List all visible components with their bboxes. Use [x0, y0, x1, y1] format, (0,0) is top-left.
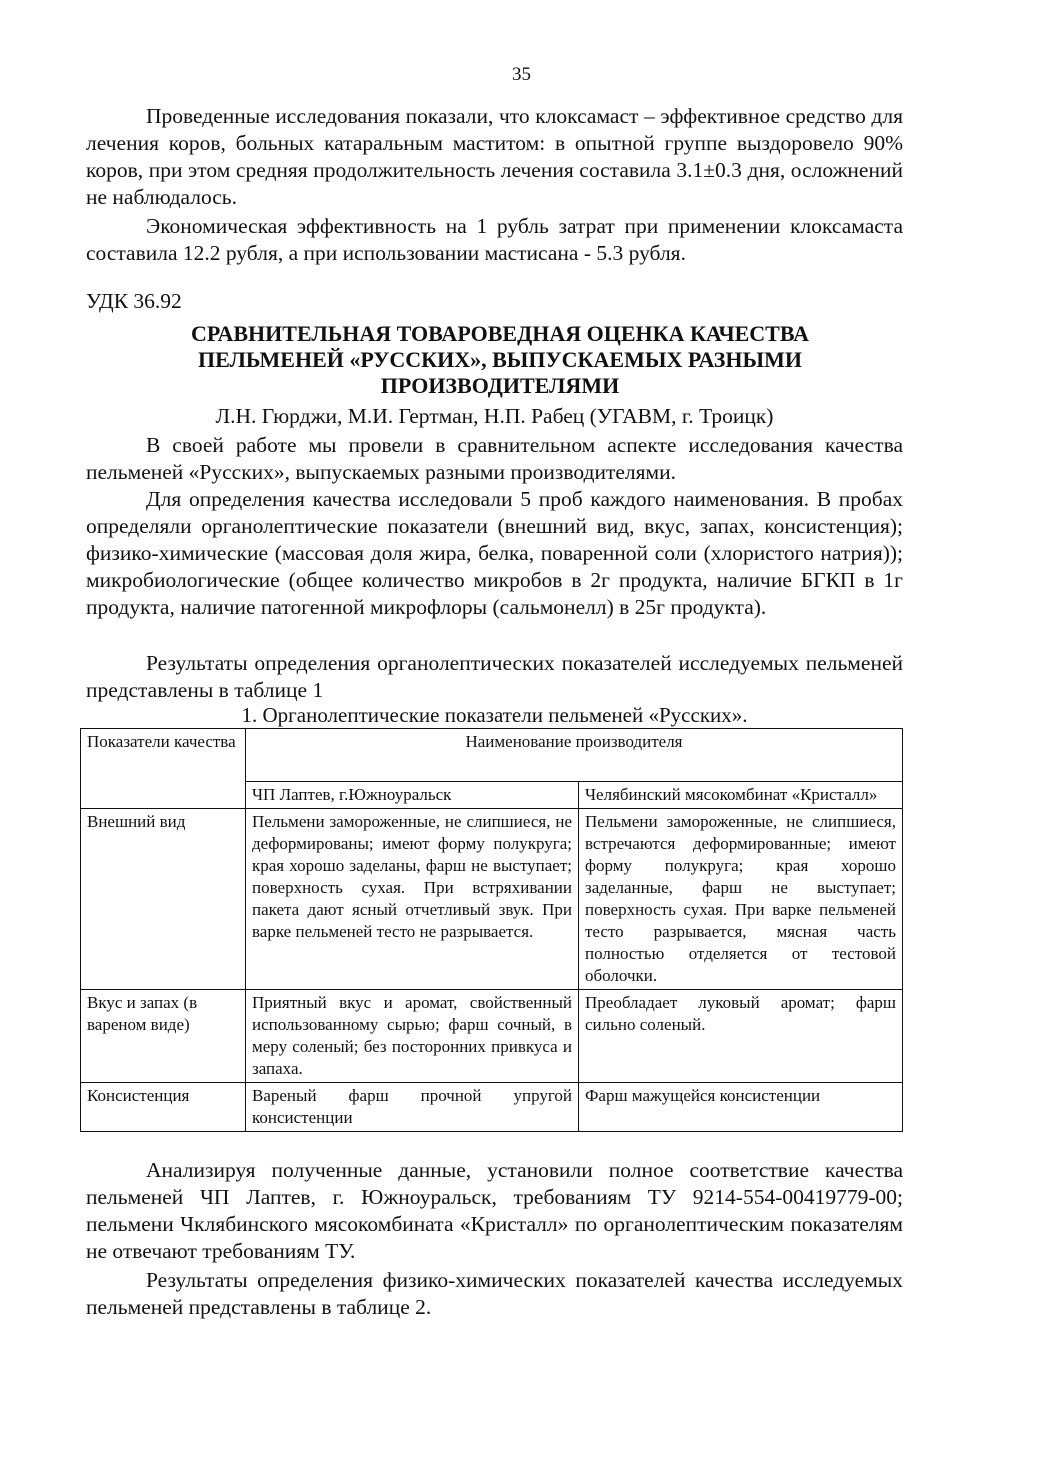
paragraph-intro: В своей работе мы провели в сравнительном аспекте исследования качества пельменей «Русских», выпускаемых разными производителями. — [86, 433, 903, 484]
paragraph-economic-efficiency: Экономическая эффективность на 1 рубль затрат при применении клоксамаста составила 12.2 рубля, а при использовании мастисана - 5.3 рубля. — [86, 214, 903, 265]
article-title — [100, 321, 900, 399]
cell-producer-1: Вареный фарш прочной упругой консистенции — [246, 1083, 579, 1132]
title-line: ПРОИЗВОДИТЕЛЯМИ — [380, 373, 620, 398]
row-label: Консистенция — [81, 1083, 246, 1132]
table-row — [81, 809, 903, 990]
paragraph-conclusion: Проведенные исследования показали, что клоксамаст – эффективное средство для лечения коров, больных катаральным маститом: в опытной группе выздоровело 90% коров, при этом средняя продолжительность лечения составила 3.1±0.3 дня, осложнений не наблюдалось. — [86, 104, 903, 209]
paragraph-analysis: Анализируя полученные данные, установили полное соответствие качества пельменей ЧП Лаптев, г. Южноуральск, требованиям ТУ 9214-554-00419779-00; пельмени Чклябинского мясокомбината «Кристалл» по органолептическим показателям не отвечают требованиям ТУ. — [86, 1158, 903, 1263]
paragraph-table2-ref: Результаты определения физико-химических показателей качества исследуемых пельменей представлены в таблице 2. — [86, 1268, 903, 1319]
row-label: Вкус и запах (в вареном виде) — [81, 990, 246, 1083]
cell-producer-1: Приятный вкус и аромат, свойственный использованному сырью; фарш сочный, в меру соленый; без посторонних привкуса и запаха. — [246, 990, 579, 1083]
authors: Л.Н. Гюрджи, М.И. Гертман, Н.П. Рабец (УГАВМ, г. Троицк) — [215, 404, 774, 428]
header-producer-1: ЧП Лаптев, г.Южноуральск — [246, 782, 579, 809]
row-label: Внешний вид — [81, 809, 246, 990]
table-row — [81, 1083, 903, 1132]
header-producer-2: Челябинский мясокомбинат «Кристалл» — [579, 782, 903, 809]
table-header-row — [81, 729, 903, 782]
paragraph-results-ref: Результаты определения органолептических показателей исследуемых пельменей представлены в таблице 1 — [86, 651, 903, 702]
udc-code: УДК 36.92 — [86, 289, 182, 313]
cell-producer-2: Пельмени замороженные, не слипшиеся, встречаются деформированные; имеют форму полукруга; края хорошо заделанные, фарш не выступает; поверхность сухая. При варке пельменей тесто разрывается, мясная часть полностью отделяется от тестовой оболочки. — [579, 809, 903, 990]
table-row — [81, 990, 903, 1083]
page-number: 35 — [512, 64, 531, 85]
title-line: СРАВНИТЕЛЬНАЯ ТОВАРОВЕДНАЯ ОЦЕНКА КАЧЕСТВА — [190, 321, 810, 346]
header-producer-group: Наименование производителя — [246, 729, 903, 782]
paragraph-methods: Для определения качества исследовали 5 проб каждого наименования. В пробах определяли органолептические показатели (внешний вид, вкус, запах, консистенция); физико-химические (массовая доля жира, белка, поваренной соли (хлористого натрия)); микробиологические (общее количество микробов в 2г продукта, наличие БГКП в 1г продукта, наличие патогенной микрофлоры (сальмонелл) в 25г продукта). — [86, 487, 903, 619]
header-quality-indicators: Показатели качества — [81, 729, 246, 809]
table-caption: 1. Органолептические показатели пельменей «Русских». — [241, 703, 748, 727]
cell-producer-1: Пельмени замороженные, не слипшиеся, не деформированы; имеют форму полукруга; края хорошо заделаны, фарш не выступает; поверхность сухая. При встряхивании пакета дают ясный отчетливый звук. При варке пельменей тесто не разрывается. — [246, 809, 579, 990]
title-line: ПЕЛЬМЕНЕЙ «РУССКИХ», ВЫПУСКАЕМЫХ РАЗНЫМИ — [197, 347, 802, 372]
cell-producer-2: Фарш мажущейся консистенции — [579, 1083, 903, 1132]
organoleptic-table — [80, 728, 903, 1132]
cell-producer-2: Преобладает луковый аромат; фарш сильно соленый. — [579, 990, 903, 1083]
